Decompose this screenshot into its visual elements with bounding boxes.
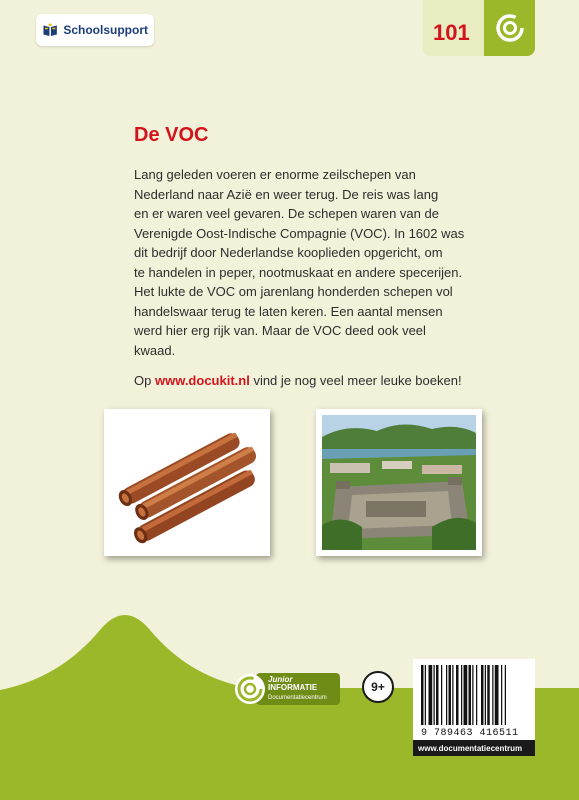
blurb-line: kwaad.	[134, 342, 176, 358]
barcode-bar	[436, 665, 439, 725]
barcode-bar	[425, 665, 426, 725]
barcode-bar	[452, 665, 453, 725]
barcode-bar	[456, 665, 459, 725]
blurb-line: te handelen in peper, nootmuskaat en andere specerijen.	[134, 264, 463, 280]
colonial-fort-photo	[316, 409, 482, 556]
barcode-bar	[501, 665, 502, 725]
book-logo-icon	[42, 20, 58, 40]
publisher-logo	[36, 14, 154, 46]
barcode-bar	[485, 665, 486, 725]
barcode-bars	[419, 665, 531, 725]
promo-prefix: Op	[134, 373, 155, 388]
promo-suffix: vind je nog veel meer leuke boeken!	[249, 373, 462, 388]
blurb-line: werd hier erg rijk van. Maar de VOC deed ook veel	[134, 323, 426, 338]
barcode-bar	[492, 665, 493, 725]
barcode-bar	[441, 665, 442, 725]
barcode-bar	[476, 665, 477, 725]
series-icon-box	[484, 0, 535, 56]
barcode-bar	[469, 665, 472, 725]
series-number: 101	[433, 20, 470, 45]
barcode-bar	[505, 665, 506, 725]
book-title: De VOC	[134, 124, 209, 146]
barcode-bar	[481, 665, 484, 725]
junior-label: Junior	[268, 675, 293, 684]
barcode-bar	[487, 665, 490, 725]
blurb-line: dit bedrijf door Nederlandse kooplieden opgericht, om	[134, 245, 443, 260]
age-badge: 9+	[362, 671, 394, 703]
barcode-bar	[421, 665, 424, 725]
barcode-bar	[461, 665, 462, 725]
informatie-label: INFORMATIE	[268, 683, 318, 692]
barcode-bar	[429, 665, 433, 725]
docukit-link[interactable]: www.docukit.nl	[154, 373, 250, 388]
documentatiecentrum-label: Documentatiecentrum	[268, 695, 327, 701]
blurb-line: handelswaar terug te laten keren. Een aantal mensen	[134, 303, 443, 319]
spiral-logo-icon	[495, 13, 525, 43]
junior-informatie-badge	[234, 671, 340, 707]
website-strip: www.documentatiecentrum	[413, 740, 535, 756]
barcode-bar	[446, 665, 447, 725]
blurb-line: Het lukte de VOC om jarenlang honderden schepen vol	[134, 284, 453, 299]
cinnamon-sticks-photo	[104, 409, 270, 556]
blurb-line: en er waren veel gevaren. De schepen waren van de	[134, 206, 439, 221]
blurb-line: Nederland naar Azië en weer terug. De reis was lang	[134, 186, 439, 202]
barcode-bar	[495, 665, 499, 725]
barcode-bar	[434, 665, 435, 725]
blurb-line: Lang geleden voeren er enorme zeilschepen van	[134, 167, 416, 182]
barcode-bar	[464, 665, 468, 725]
website-promo	[134, 373, 462, 388]
blurb-line: Verenigde Oost-Indische Compagnie (VOC). In 1602 was	[134, 225, 465, 241]
barcode-bar	[449, 665, 452, 725]
isbn-number: 9 789463 416511	[421, 728, 519, 739]
barcode-bar	[472, 665, 473, 725]
book-blurb	[134, 165, 464, 360]
publisher-name: Schoolsupport	[63, 23, 148, 37]
